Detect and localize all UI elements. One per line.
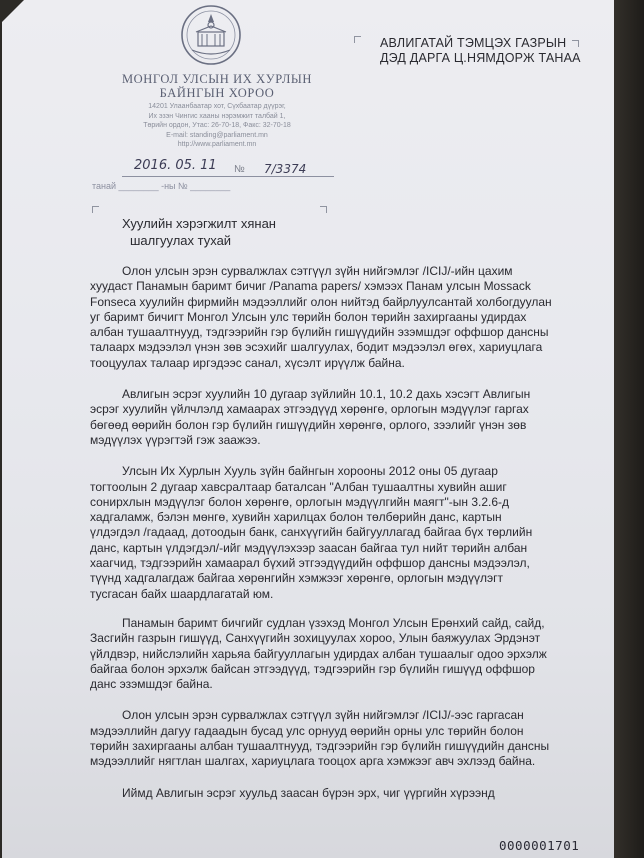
address-line: Төрийн ордон, Утас: 26-70-18, Факс: 32-70-18	[143, 122, 291, 129]
handwritten-number: 7/3374	[264, 162, 307, 176]
subject-heading	[122, 215, 276, 249]
date-number-line	[122, 176, 334, 177]
recipient-corner-right	[572, 40, 579, 47]
serial-number: 0000001701	[499, 838, 580, 853]
recipient-line-2: ДЭД ДАРГА Ц.НЯМДОРЖ ТАНАА	[380, 51, 581, 65]
recipient-line-1: АВЛИГАТАЙ ТЭМЦЭХ ГАЗРЫН	[380, 36, 567, 50]
body-paragraph: Олон улсын эрэн сурвалжлах сэтгүүл зүйн нийгэмлэг /ICIJ/-ийн цахим хуудаст Панамын баримт бичиг /Panama papers/ хэмээх Панам улсын Mossack Fonseca хуулийн фирмийн мэдээллийг олон нийтэд байрлуулсантай холбогдуулан уг баримт бичигт Монгол Улсын улс төрийн болон төрийн захиргааны удирдах албан тушаалтнууд, тэдгээрийн гэр бүлийн гишүүдийн эзэмшдэг оффшор дансны талаарх мэдээлэл үнэн зөв эсэхийг шалгуулах, бодит мэдээлэл өгөх, хариуцлага тооцуулах талаар иргэдээс санал, хүсэлт ирүүлж байна.	[90, 264, 552, 370]
handwritten-date: 2016. 05. 11	[134, 158, 217, 173]
address-line: E-mail: standing@parliament.mn	[166, 131, 268, 139]
body-paragraph: Панамын баримт бичгийг судлан үзэхэд Монгол Улсын Ерөнхий сайд, сайд, Засгийн газрын гишүүд, Санхүүгийн зохицуулах хороо, Улын баяжуулах Эрдэнэт үйлдвэр, нийслэлийн харьяа байгууллагын удирдах албан тушаалыг одоо эрхэлж байгаа болон эрхэлж байсан этгээдүүд, тэдгээрийн гэр бүлийн гишүүд оффшор данс эзэмшдэг байна.	[90, 615, 547, 692]
subject-corner-left	[92, 206, 99, 213]
subject-line-1: Хуулийн хэрэгжилт хянан	[122, 216, 276, 231]
address-line: 14201 Улаанбаатар хот, Сүхбаатар дүүрэг,	[148, 103, 286, 110]
subject-line-2: шалгуулах тухай	[130, 233, 232, 248]
reply-reference-line: танай ________ -ны № ________	[92, 181, 231, 191]
recipient-block	[380, 36, 581, 66]
state-emblem-icon	[178, 4, 244, 66]
org-line-2: БАЙНГЫН ХОРОО	[159, 86, 275, 100]
body-paragraph: Иймд Авлигын эсрэг хуульд заасан бүрэн эрх, чиг үүргийн хүрээнд	[122, 785, 495, 800]
body-paragraph: Улсын Их Хурлын Хууль зүйн байнгын хорооны 2012 оны 05 дугаар тогтоолын 2 дугаар хавсралтаар баталсан "Албан тушаалтны хувийн ашиг сонирхлын мэдүүлэг болон хөрөнгө, орлогын мэдүүлгийн маягт"-ын 3.2.6-д хадгаламж, бэлэн мөнгө, хувийн харилцах болон төлбөрийн данс, картын үлдэгдэл /гадаад, дотоодын банк, санхүүгийн байгууллагад байгаа бүх төрлийн данс, картын үлдэгдэл/-ийг мэдүүлэхээр заасан байгаа тул нийт төрийн албан хаагчид, тэдгээрийн хамаарал бүхий этгээдүүдийн оффшор дансны мэдээлэл, түүнд хадгалагдаж байгаа хөрөнгийн хэмжээг хөрөнгө, орлогын мэдүүлэгт тусгасан байх шаардлагатай юм.	[90, 464, 533, 601]
organization-address	[112, 102, 322, 150]
letter-body	[90, 264, 610, 817]
letter-page	[2, 0, 614, 858]
subject-corner-right	[320, 206, 327, 213]
number-label: №	[234, 164, 245, 175]
address-line: Их эзэн Чингис хааны нэрэмжит талбай 1,	[148, 112, 286, 120]
recipient-corner-left	[354, 36, 361, 43]
body-paragraph: Олон улсын эрэн сурвалжлах сэтгүүл зүйн нийгэмлэг /ICIJ/-ээс гаргасан мэдээллийн дагуу гадаадын бусад улс орнууд өөрийн орны улс төрийн болон төрийн захиргааны албан тушаалтнууд, тэдгээрийн гэр бүлийн гишүүдийн дансны мэдээллийг нягтлан шалгах, хариуцлага тооцох арга хэмжээг авч эхлээд байна.	[90, 708, 550, 769]
org-line-1: МОНГОЛ УЛСЫН ИХ ХУРЛЫН	[121, 72, 313, 86]
organization-name	[112, 72, 322, 100]
body-paragraph: Авлигын эсрэг хуулийн 10 дугаар зүйлийн 10.1, 10.2 дахь хэсэгт Авлигын эсрэг хуулийн үйлчлэлд хамаарах этгээдүүд хөрөнгө, орлогын мэдүүлэг гаргах бөгөөд өөрийн болон гэр бүлийн гишүүдийн хөрөнгө, орлого, зээлийг үнэн зөв мэдүүлэх үүрэгтэй гэж заажээ.	[90, 387, 531, 447]
address-line: http://www.parliament.mn	[177, 141, 257, 148]
